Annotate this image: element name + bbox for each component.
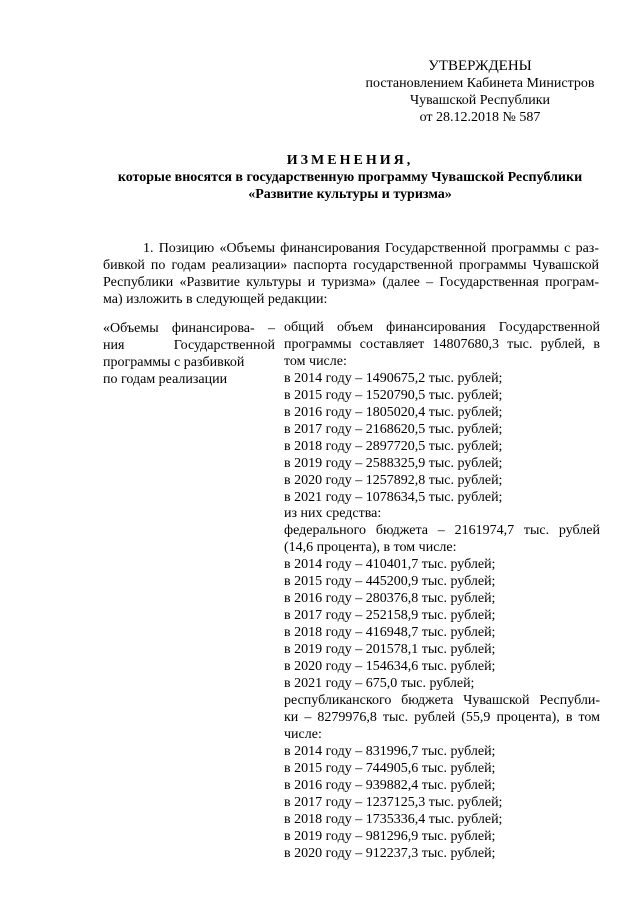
intro-line: ма) изложить в следующей редакции: [103,292,328,307]
financing-line: в 2019 году – 981296,9 тыс. рублей; [284,828,496,844]
approval-block [360,58,600,126]
approval-date-line: от 28.12.2018 № 587 [419,110,541,125]
financing-line: в 2014 году – 1490675,2 тыс. рублей; [284,370,503,386]
financing-description [284,320,600,863]
financing-line: в 2019 году – 201578,1 тыс. рублей; [284,642,496,658]
heading-line-2: «Развитие культуры и туризма» [248,187,452,202]
financing-line: в 2017 году – 252158,9 тыс. рублей; [284,608,496,624]
financing-line: в 2018 году – 2897720,5 тыс. рублей; [284,438,503,454]
financing-line: в 2018 году – 416948,7 тыс. рублей; [284,625,496,641]
financing-line: в 2017 году – 2168620,5 тыс. рублей; [284,421,503,437]
financing-line: в 2015 году – 1520790,5 тыс. рублей; [284,387,503,403]
heading-line-1: которые вносятся в государственную программу Чувашской Республики [117,170,583,185]
position-label [103,320,275,388]
intro-paragraph [103,240,599,308]
position-label-line: «Объемы финансирова- – [103,321,275,336]
financing-line: (14,6 процента), в том числе: [284,540,457,556]
financing-line: в 2016 году – 1805020,4 тыс. рублей; [284,404,503,420]
financing-line: в 2021 году – 1078634,5 тыс. рублей; [284,489,503,505]
financing-line: в 2019 году – 2588325,9 тыс. рублей; [284,455,503,471]
financing-line: в 2020 году – 154634,6 тыс. рублей; [284,659,496,675]
financing-line: в 2020 году – 912237,3 тыс. рублей; [284,845,496,861]
financing-line: в 2014 году – 410401,7 тыс. рублей; [284,557,496,573]
intro-line: бивкой по годам реализации» паспорта государственной программы Чувашской [103,258,599,273]
financing-line: в 2015 году – 445200,9 тыс. рублей; [284,574,496,590]
document-heading [60,152,640,203]
intro-line: 1. Позицию «Объемы финансирования Государственной программы с раз- [143,241,599,256]
financing-line: в 2021 году – 675,0 тыс. рублей; [284,676,475,692]
financing-line: программы составляет 14807680,3 тыс. рублей, в [284,336,600,352]
financing-line: общий объем финансирования Государственной [284,320,600,335]
intro-line: Республики «Развитие культуры и туризма» (далее – Государственная програм- [103,275,599,290]
financing-line: республиканского бюджета Чувашской Республи- [284,692,600,708]
financing-line: из них средства: [284,506,382,522]
position-label-line: ния Государственной [103,338,275,353]
position-label-line: программы с разбивкой [103,355,245,370]
financing-line: в 2016 году – 939882,4 тыс. рублей; [284,777,496,793]
financing-line: ки – 8279976,8 тыс. рублей (55,9 процента), в том [284,709,600,725]
approval-line-1: постановлением Кабинета Министров [365,76,595,91]
position-label-line: по годам реализации [103,372,228,387]
financing-line: числе: [284,726,322,742]
approval-title: УТВЕРЖДЕНЫ [428,58,532,74]
financing-line: в 2020 году – 1257892,8 тыс. рублей; [284,472,503,488]
financing-line: в 2017 году – 1237125,3 тыс. рублей; [284,794,503,810]
financing-line: в 2014 году – 831996,7 тыс. рублей; [284,743,496,759]
financing-line: в 2018 году – 1735336,4 тыс. рублей; [284,811,503,827]
approval-line-2: Чувашской Республики [409,93,551,108]
heading-title: ИЗМЕНЕНИЯ, [286,153,414,168]
financing-line: том числе: [284,353,347,369]
financing-line: федерального бюджета – 2161974,7 тыс. рублей [284,523,600,539]
financing-line: в 2015 году – 744905,6 тыс. рублей; [284,760,496,776]
financing-line: в 2016 году – 280376,8 тыс. рублей; [284,591,496,607]
